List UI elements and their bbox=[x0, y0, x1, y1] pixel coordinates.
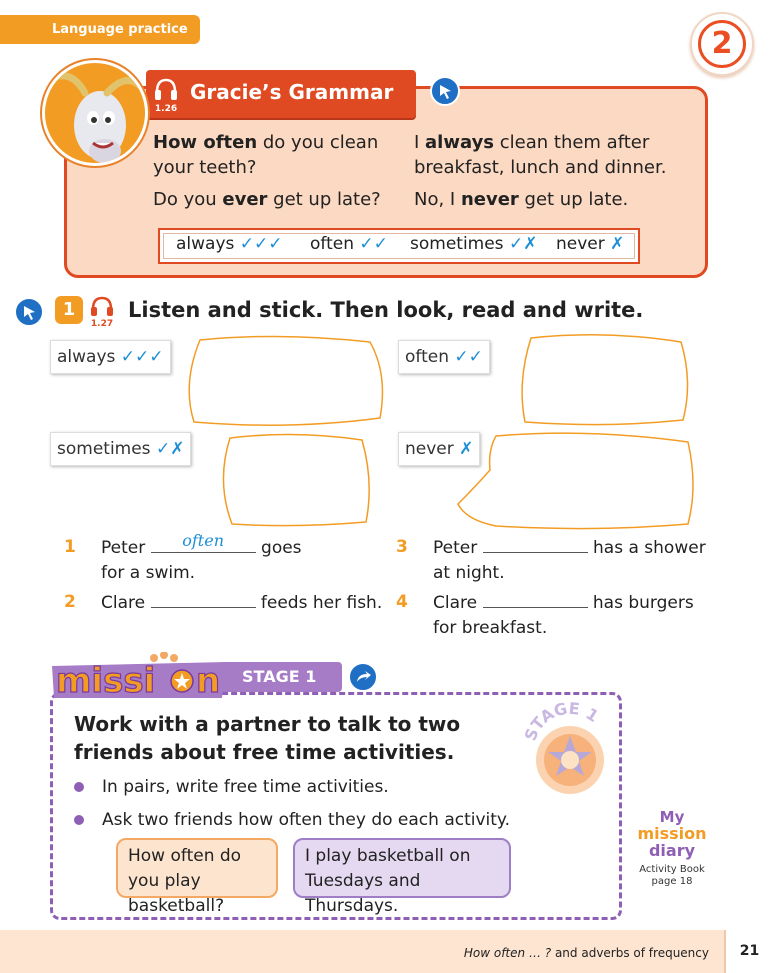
mission-bullet: Ask two friends how often they do each activity. bbox=[74, 810, 510, 830]
grammar-title: Gracie’s Grammar bbox=[190, 80, 394, 104]
unit-badge bbox=[690, 12, 754, 76]
frequency-always: always ✓✓✓ bbox=[176, 234, 283, 254]
answer-blank[interactable]: often bbox=[151, 534, 256, 553]
speech-bubble-answer: I play basketball on Tuesdays and Thursdays. bbox=[293, 838, 511, 898]
frequency-often: often ✓✓ bbox=[310, 234, 388, 254]
sentence-4: Clare has burgers for breakfast. bbox=[433, 589, 733, 641]
diary-reference: Activity Book page 18 bbox=[639, 864, 705, 887]
grammar-question-1: How often do you clean your teeth? bbox=[153, 132, 379, 178]
mission-logo-text: missi bbox=[56, 661, 156, 700]
sentence-2: Clare feeds her fish. bbox=[101, 589, 391, 616]
mission-diary-link[interactable] bbox=[630, 808, 714, 888]
sentence-number: 1 bbox=[64, 537, 76, 557]
navigate-icon[interactable] bbox=[14, 297, 44, 327]
stage-badge-text: STAGE 1 bbox=[520, 698, 603, 744]
unit-number: 2 bbox=[698, 20, 746, 68]
sticker-space[interactable] bbox=[517, 332, 693, 428]
sentence-1: Peter often goes for a swim. bbox=[101, 531, 302, 583]
page-number: 21 bbox=[724, 930, 771, 973]
sentence-number: 3 bbox=[396, 537, 408, 557]
gracie-goat-illustration bbox=[42, 60, 148, 166]
label-often: often ✓✓ bbox=[398, 340, 490, 374]
stage-badge bbox=[520, 698, 620, 798]
sticker-space[interactable] bbox=[456, 430, 698, 532]
audio-track-label: 1.27 bbox=[90, 319, 114, 328]
answer-blank[interactable] bbox=[151, 589, 256, 608]
label-never: never ✗ bbox=[398, 432, 480, 466]
frequency-scale bbox=[158, 228, 640, 264]
stage-banner: STAGE 1 bbox=[222, 662, 342, 692]
diary-my: My bbox=[659, 808, 685, 826]
answer-blank[interactable] bbox=[483, 589, 588, 608]
sticker-space[interactable] bbox=[216, 432, 376, 528]
label-sometimes: sometimes ✓✗ bbox=[50, 432, 191, 466]
diary-word: diary bbox=[648, 841, 696, 860]
mission-bullet: In pairs, write free time activities. bbox=[74, 777, 389, 797]
headphones-icon[interactable] bbox=[152, 76, 180, 114]
grammar-answer-1: I always clean them after breakfast, lunch and dinner. bbox=[414, 132, 667, 178]
mission-heading: Work with a partner to talk to two friends about free time activities. bbox=[74, 712, 461, 764]
sentence-number: 2 bbox=[64, 592, 76, 612]
sentence-3: Peter has a shower at night. bbox=[433, 534, 733, 586]
frequency-never: never ✗ bbox=[556, 234, 625, 254]
frequency-sometimes: sometimes ✓✗ bbox=[410, 234, 538, 254]
navigate-icon[interactable] bbox=[430, 76, 460, 106]
grammar-question-2: Do you ever get up late? bbox=[153, 189, 381, 210]
sentence-number: 4 bbox=[396, 592, 408, 612]
footer-topic: How often … ? and adverbs of frequency bbox=[463, 946, 709, 960]
section-tab: Language practice 1 bbox=[0, 15, 200, 44]
answer-blank[interactable] bbox=[483, 534, 588, 553]
audio-track-label: 1.26 bbox=[154, 104, 178, 114]
headphones-icon[interactable] bbox=[87, 294, 117, 328]
sticker-space[interactable] bbox=[180, 334, 390, 430]
label-always: always ✓✓✓ bbox=[50, 340, 171, 374]
diary-mission: mission bbox=[637, 824, 707, 843]
activity-instruction: Listen and stick. Then look, read and write. bbox=[128, 298, 644, 322]
mission-logo bbox=[50, 652, 230, 700]
mission-logo-text-end: n bbox=[196, 661, 221, 700]
speech-bubble-question: How often do you play basketball? bbox=[116, 838, 278, 898]
grammar-answer-2: No, I never get up late. bbox=[414, 189, 629, 210]
arrow-forward-icon[interactable] bbox=[348, 662, 378, 692]
activity-number: 1 bbox=[55, 296, 83, 324]
